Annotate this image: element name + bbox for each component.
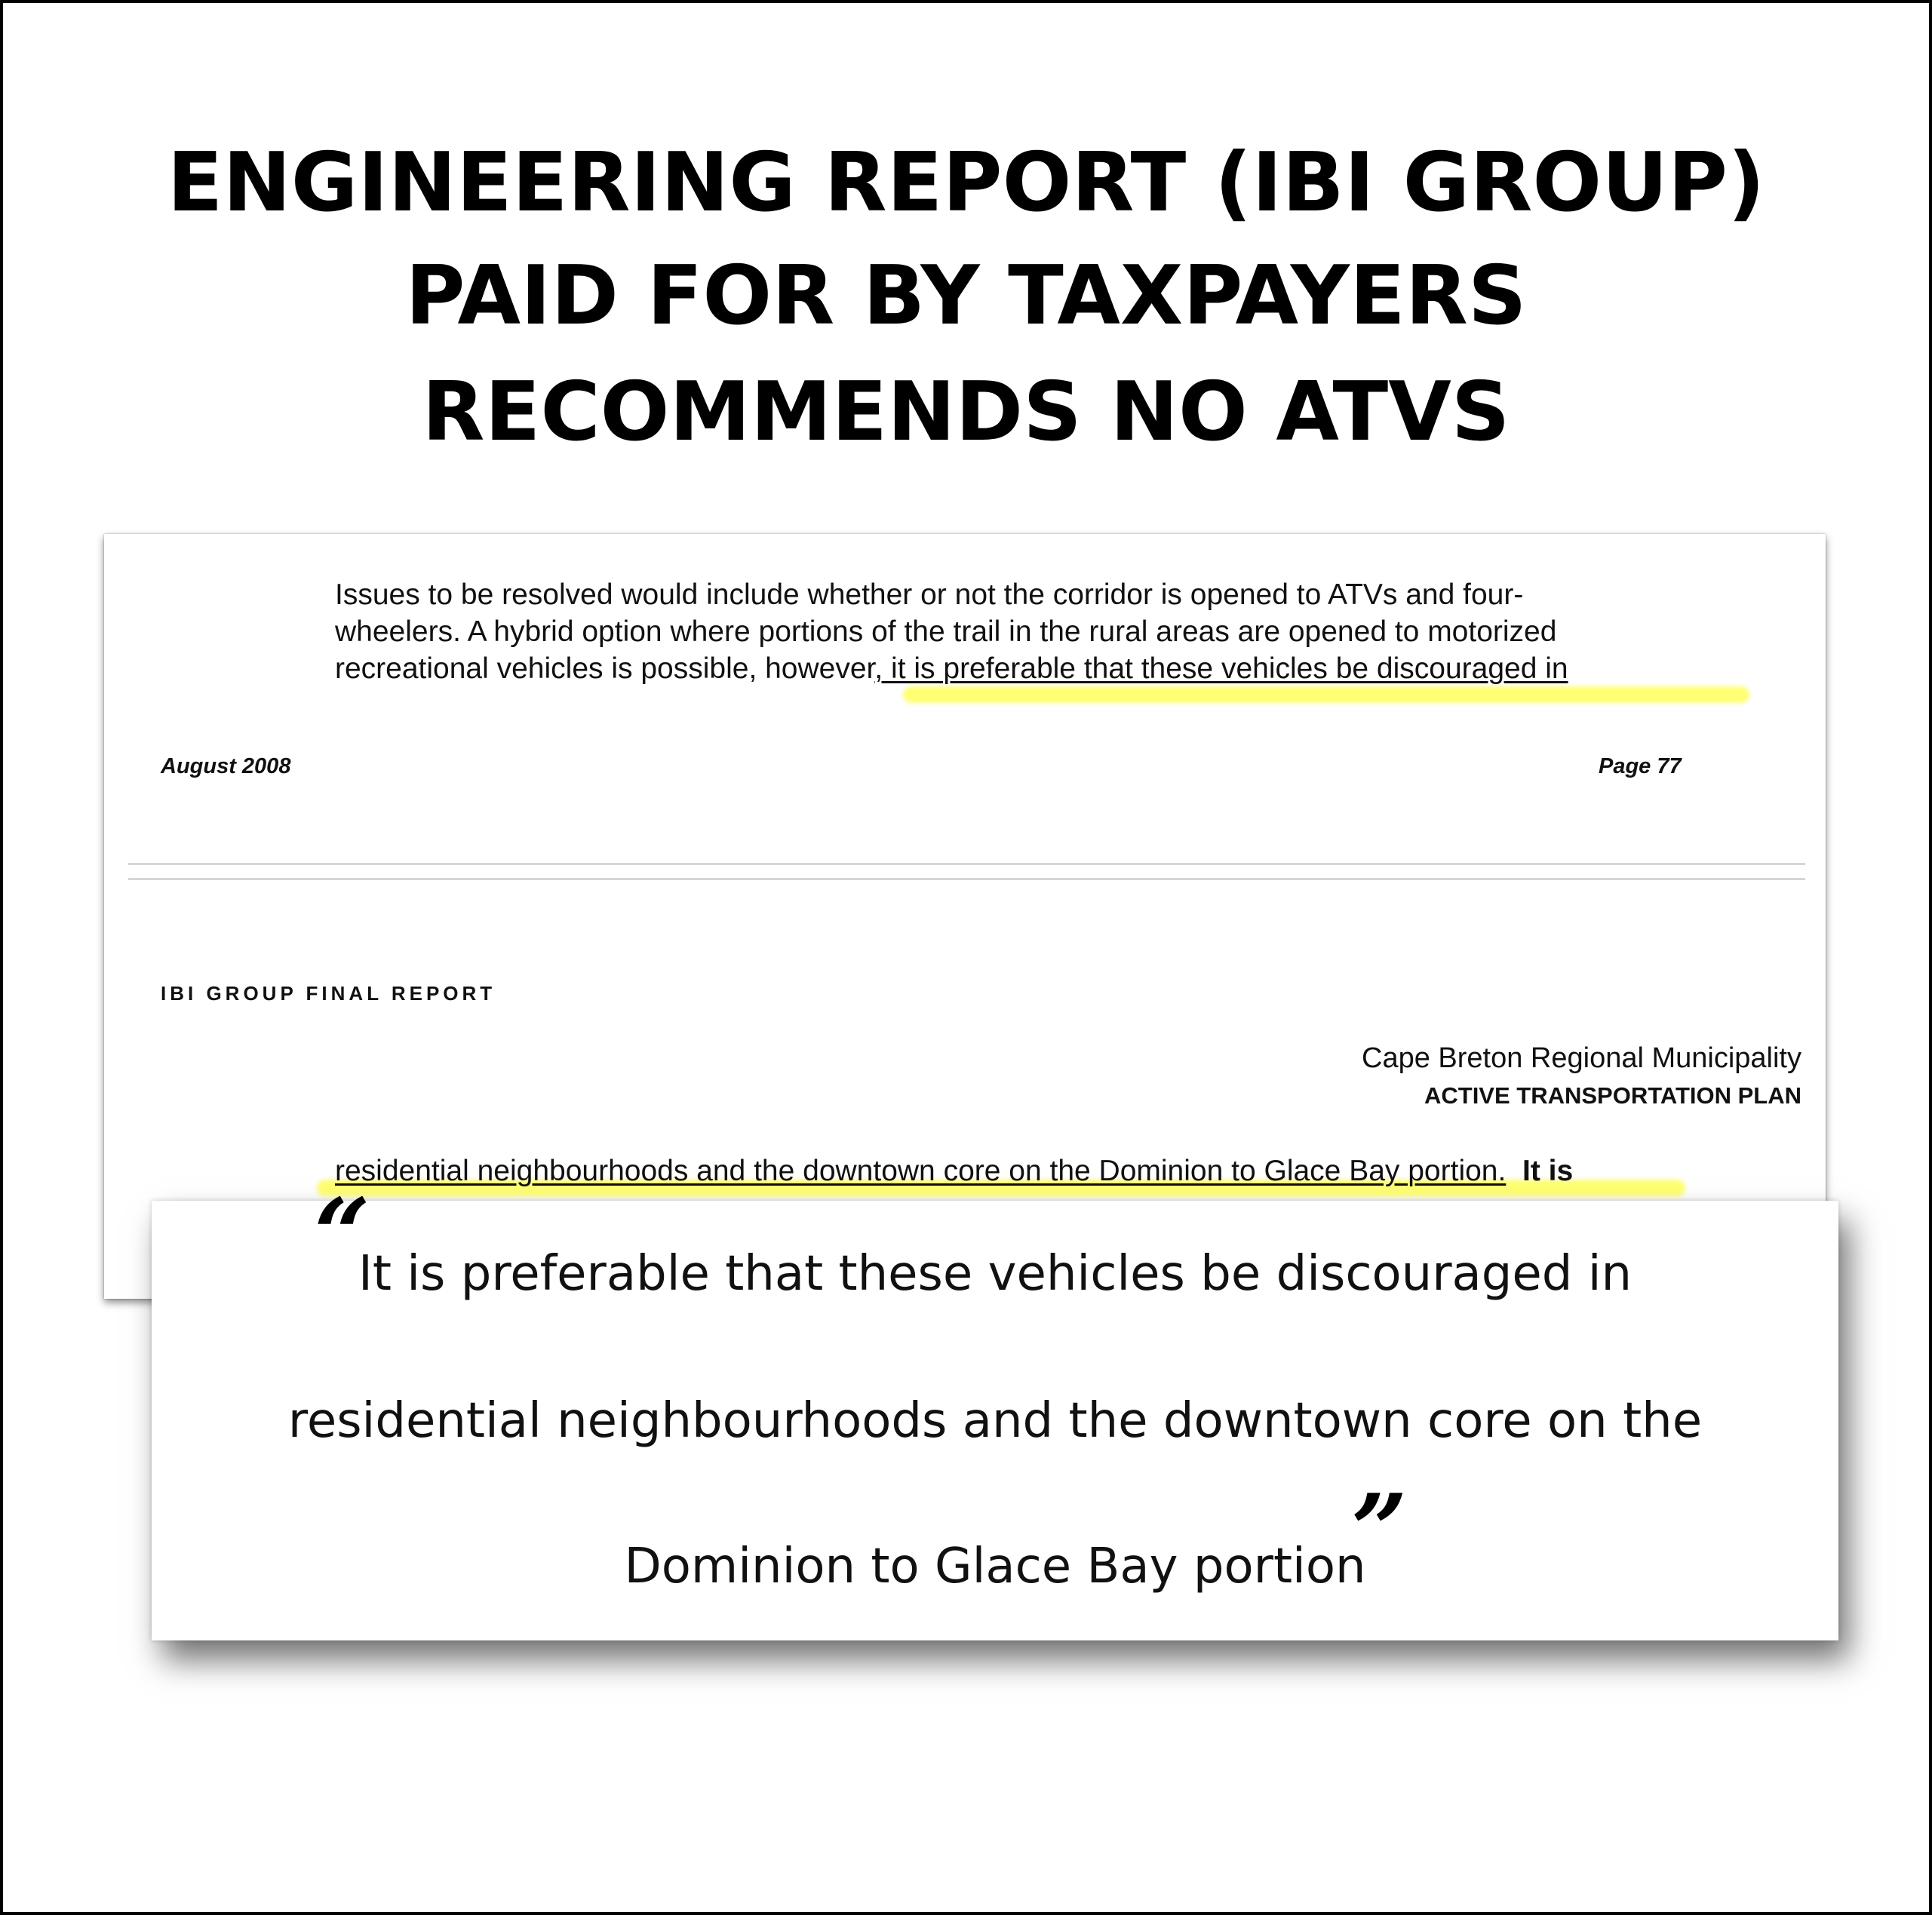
close-quote-mark: ”	[1351, 1472, 1408, 1588]
open-quote-mark: “	[314, 1177, 370, 1292]
paragraph-bottom-bold-tail: It is	[1522, 1155, 1574, 1187]
paragraph-top-underlined-phrase: , it is preferable that these vehicles be discouraged in	[874, 652, 1568, 685]
report-header-label: IBI GROUP FINAL REPORT	[161, 982, 496, 1005]
footer-page-number: Page 77	[1599, 754, 1682, 778]
paragraph-bottom-underlined-phrase: residential neighbourhoods and the downtown core on the Dominion to Glace Bay portion.	[335, 1155, 1507, 1187]
paragraph-top-line-3	[335, 650, 1568, 687]
page-break-line-upper	[128, 863, 1805, 865]
headline-line-3: RECOMMENDS NO ATVS	[422, 365, 1510, 459]
quote-line-3: Dominion to Glace Bay portion	[624, 1539, 1366, 1594]
footer-date: August 2008	[161, 754, 291, 778]
headline-line-2: PAID FOR BY TAXPAYERS	[405, 249, 1527, 343]
report-paragraph-bottom	[335, 1152, 1573, 1189]
report-paragraph-top	[335, 576, 1568, 687]
quote-line-2: residential neighbourhoods and the downtown core on the	[287, 1393, 1703, 1449]
organization-name: Cape Breton Regional Municipality	[1362, 1042, 1801, 1074]
paragraph-top-line-1: Issues to be resolved would include whether or not the corridor is opened to ATVs and four-	[335, 578, 1524, 611]
paragraph-top-line-3-plain: recreational vehicles is possible, however	[335, 652, 875, 685]
quote-line-1: It is preferable that these vehicles be discouraged in	[358, 1246, 1633, 1302]
plan-title: ACTIVE TRANSPORTATION PLAN	[1424, 1082, 1801, 1109]
paragraph-top-line-2: wheelers. A hybrid option where portions of the trail in the rural areas are opened to motorized	[335, 615, 1557, 648]
page-break-line-lower	[128, 878, 1805, 880]
headline-line-1: ENGINEERING REPORT (IBI GROUP)	[167, 136, 1765, 230]
yellow-highlight-top	[903, 686, 1749, 703]
pull-quote-box	[152, 1177, 1838, 1640]
